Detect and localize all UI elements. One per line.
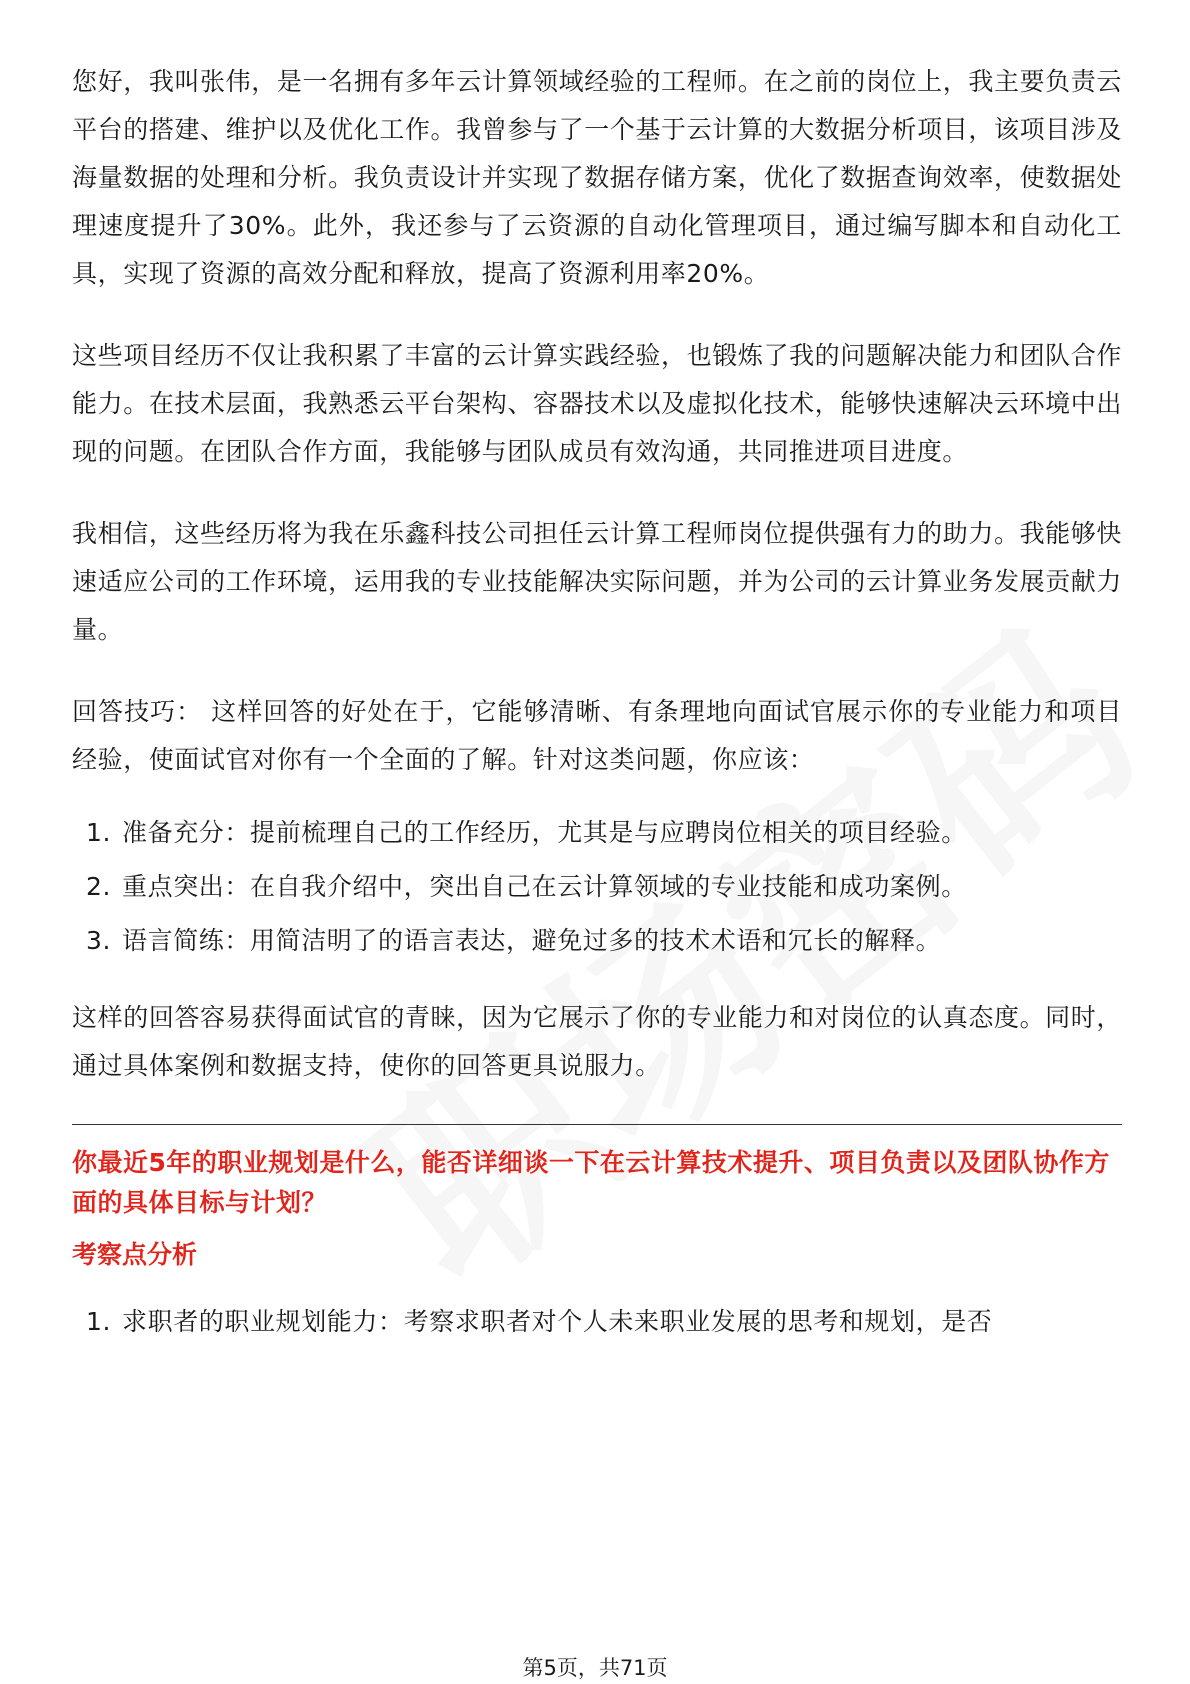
paragraph-2: 这些项目经历不仅让我积累了丰富的云计算实践经验，也锻炼了我的问题解决能力和团队合作能力。在技术层面，我熟悉云平台架构、容器技术以及虚拟化技术，能够快速解决云环境中出现的问题。在团队合作方面，我能够与团队成员有效沟通，共同推进项目进度。: [72, 341, 1122, 466]
list-item: [72, 914, 1122, 968]
list-number: 1.: [86, 1307, 112, 1336]
page-content: [72, 58, 1122, 1349]
page-footer: 第5页，共71页: [522, 1656, 668, 1680]
tips-list: [72, 806, 1122, 968]
list-text: 语言简练：用简洁明了的语言表达，避免过多的技术术语和冗长的解释。: [122, 926, 942, 955]
list-number: 3.: [86, 926, 112, 955]
list-number: 1.: [86, 818, 112, 847]
paragraph-1: 您好，我叫张伟，是一名拥有多年云计算领域经验的工程师。在之前的岗位上，我主要负责云平台的搭建、维护以及优化工作。我曾参与了一个基于云计算的大数据分析项目，该项目涉及海量数据的处理和分析。我负责设计并实现了数据存储方案，优化了数据查询效率，使数据处理速度提升了30%。此外，我还参与了云资源的自动化管理项目，通过编写脚本和自动化工具，实现了资源的高效分配和释放，提高了资源利用率20%。: [72, 67, 1122, 288]
answer-tips: 回答技巧： 这样回答的好处在于，它能够清晰、有条理地向面试官展示你的专业能力和项目经验，使面试官对你有一个全面的了解。针对这类问题，你应该：: [72, 697, 1122, 774]
list-item: [72, 860, 1122, 914]
paragraph-3: 我相信，这些经历将为我在乐鑫科技公司担任云计算工程师岗位提供强有力的助力。我能够快速适应公司的工作环境，运用我的专业技能解决实际问题，并为公司的云计算业务发展贡献力量。: [72, 519, 1122, 644]
closing-paragraph: 这样的回答容易获得面试官的青睐，因为它展示了你的专业能力和对岗位的认真态度。同时，通过具体案例和数据支持，使你的回答更具说服力。: [72, 1003, 1122, 1080]
analysis-list: [72, 1295, 1122, 1349]
list-item: [72, 1295, 1122, 1349]
analysis-heading: 考察点分析: [72, 1240, 198, 1269]
interview-question: 你最近5年的职业规划是什么，能否详细谈一下在云计算技术提升、项目负责以及团队协作方面的具体目标与计划？: [72, 1148, 1110, 1217]
list-number: 2.: [86, 872, 112, 901]
list-text: 准备充分：提前梳理自己的工作经历，尤其是与应聘岗位相关的项目经验。: [122, 818, 967, 847]
list-text: 重点突出：在自我介绍中，突出自己在云计算领域的专业技能和成功案例。: [122, 872, 967, 901]
list-text: 求职者的职业规划能力：考察求职者对个人未来职业发展的思考和规划，是否: [122, 1307, 993, 1336]
section-divider: [72, 1124, 1122, 1125]
list-item: [72, 806, 1122, 860]
